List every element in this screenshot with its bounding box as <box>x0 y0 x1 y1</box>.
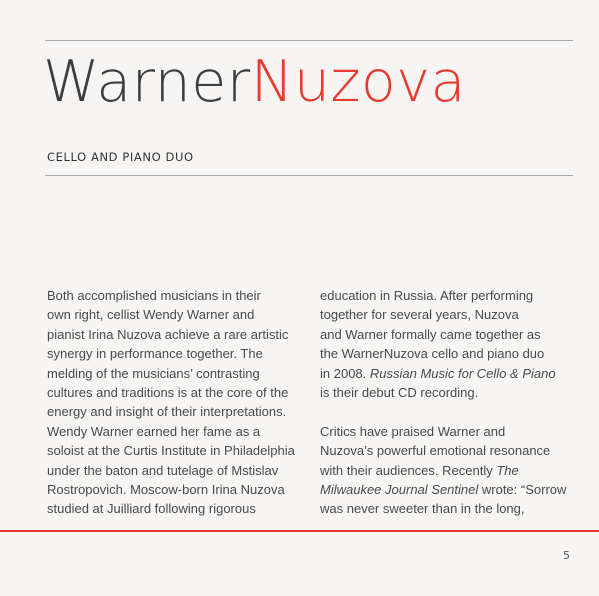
paragraph-gap <box>320 402 566 421</box>
text-line: and Warner formally came together as <box>320 326 541 342</box>
text-line: melding of the musicians’ contrasting <box>47 365 260 381</box>
text-line: energy and insight of their interpretations. <box>47 404 287 420</box>
text-line: is their debut CD recording. <box>320 384 479 400</box>
text-line <box>320 461 566 480</box>
page-number: 5 <box>563 549 570 562</box>
text-line: Critics have praised Warner and <box>320 423 506 439</box>
subtitle-divider <box>45 175 573 176</box>
text-line: soloist at the Curtis Institute in Philadelphia <box>47 443 295 459</box>
right-column <box>320 286 566 519</box>
text-line: was never sweeter than in the long, <box>320 501 525 517</box>
text-line <box>320 364 566 383</box>
text-line: studied at Juilliard following rigorous <box>47 501 256 517</box>
top-divider <box>45 40 573 41</box>
text-line: Wendy Warner earned her fame as a <box>47 423 261 439</box>
text-line: cultures and traditions is at the core of the <box>47 384 289 400</box>
text-line: education in Russia. After performing <box>320 288 534 303</box>
album-title: Russian Music for Cello & Piano <box>369 365 556 381</box>
text-line: own right, cellist Wendy Warner and <box>47 307 255 323</box>
title-warner: Warner <box>43 49 251 115</box>
title-nuzova: Nuzova <box>250 49 466 115</box>
subtitle: CELLO AND PIANO DUO <box>47 150 194 164</box>
publication-name-part: Milwaukee Journal Sentinel <box>320 481 479 497</box>
text-line: synergy in performance together. The <box>47 346 263 362</box>
page-title <box>43 46 466 118</box>
text-run: wrote: “Sorrow <box>478 481 567 497</box>
text-line: Rostropovich. Moscow-born Irina Nuzova <box>47 481 285 497</box>
text-run: with their audiences. Recently <box>320 462 497 478</box>
left-column <box>47 286 295 519</box>
text-run: in 2008. <box>320 365 370 381</box>
text-line <box>320 480 566 499</box>
text-line: the WarnerNuzova cello and piano duo <box>320 346 545 362</box>
text-line: Both accomplished musicians in their <box>47 288 261 303</box>
bottom-accent-rule <box>0 530 599 532</box>
text-line: together for several years, Nuzova <box>320 307 519 323</box>
publication-name-part: The <box>496 462 519 478</box>
text-line: Nuzova’s powerful emotional resonance <box>320 443 551 459</box>
text-line: pianist Irina Nuzova achieve a rare artistic <box>47 326 289 342</box>
text-line: under the baton and tutelage of Mstislav <box>47 462 279 478</box>
